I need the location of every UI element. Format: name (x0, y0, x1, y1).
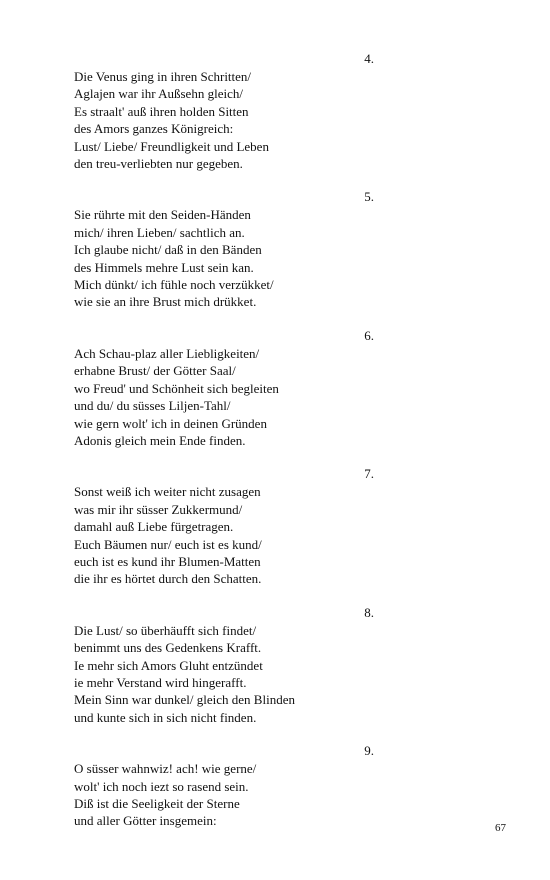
verse-line: Ie mehr sich Amors Gluht entzündet (74, 657, 263, 673)
verse-line: wie gern wolt' ich in deinen Gründen (74, 415, 267, 431)
verse-line: Diß ist die Seeligkeit der Sterne (74, 796, 240, 811)
verse-line: Es straalt' auß ihren holden Sitten (74, 103, 249, 119)
verse-line: Aglajen war ihr Außsehn gleich/ (74, 86, 243, 102)
verse-line: Lust/ Liebe/ Freundligkeit und Leben (74, 138, 269, 154)
verse-line: Sonst weiß ich weiter nicht zusagen (74, 484, 261, 500)
verse-line: mich/ ihren Lieben/ sachtlich an. (74, 224, 245, 240)
verse-line: erhabne Brust/ der Götter Saal/ (74, 363, 236, 379)
verse-line: Sie rührte mit den Seiden-Händen (74, 207, 251, 223)
verse-line: Euch Bäumen nur/ euch ist es kund/ (74, 536, 262, 552)
verse-line: wolt' ich noch iezt so rasend sein. (74, 778, 249, 794)
verse-line: benimmt uns des Gedenkens Krafft. (74, 640, 262, 656)
verse-line: Mich dünkt/ ich fühle noch verzükket/ (74, 277, 274, 293)
verse-line: und du/ du süsses Liljen-Tahl/ (74, 398, 231, 414)
stanza-5 (74, 188, 374, 310)
verse-line: O süsser wahnwiz! ach! wie gerne/ (74, 761, 257, 777)
verse-line: damahl auß Liebe fürgetragen. (74, 519, 234, 535)
poem (74, 50, 374, 846)
verse-line: und aller Götter insgemein: (74, 813, 217, 829)
verse-line: Ach Schau-plaz aller Liebligkeiten/ (74, 345, 260, 361)
verse-line: wie sie an ihre Brust mich drükket. (74, 294, 257, 310)
page-number: 67 (495, 822, 506, 834)
verse-line: euch ist es kund ihr Blumen-Matten (74, 553, 261, 569)
stanza-number: 9. (364, 743, 374, 759)
verse-line: den treu-verliebten nur gegeben. (74, 156, 243, 172)
stanza-7 (74, 465, 374, 587)
verse-line: wo Freud' und Schönheit sich begleiten (74, 380, 279, 396)
stanza-number: 7. (364, 466, 374, 482)
verse-line: die ihr es hörtet durch den Schatten. (74, 571, 262, 587)
verse-line: und kunte sich in sich nicht finden. (74, 709, 257, 725)
verse-line: Die Lust/ so überhäufft sich findet/ (74, 622, 257, 638)
stanza-8 (74, 604, 374, 726)
verse-line: des Himmels mehre Lust sein kan. (74, 259, 254, 275)
stanza-4 (74, 50, 374, 172)
verse-line: Die Venus ging in ihren Schritten/ (74, 69, 252, 84)
verse-line: des Amors ganzes Königreich: (74, 121, 234, 137)
stanza-number: 5. (364, 189, 374, 205)
stanza-9 (74, 742, 374, 830)
verse-line: Adonis gleich mein Ende finden. (74, 432, 246, 448)
stanza-number: 4. (364, 51, 374, 66)
stanza-number: 6. (364, 327, 374, 343)
verse-line: ie mehr Verstand wird hingerafft. (74, 674, 247, 690)
stanza-6 (74, 327, 374, 449)
stanza-number: 8. (364, 604, 374, 620)
verse-line: was mir ihr süsser Zukkermund/ (74, 501, 243, 517)
verse-line: Mein Sinn war dunkel/ gleich den Blinden (74, 692, 295, 708)
verse-line: Ich glaube nicht/ daß in den Bänden (74, 242, 262, 258)
